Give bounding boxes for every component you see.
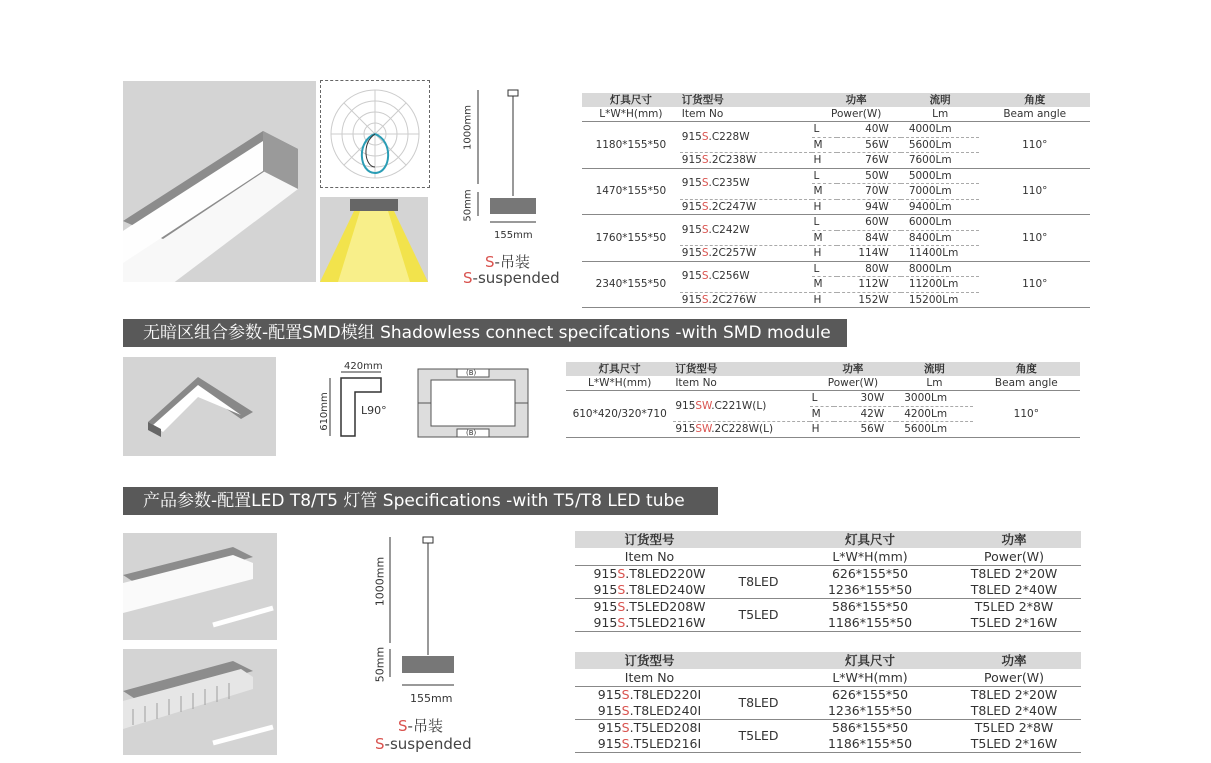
item-cell: [575, 566, 724, 583]
power-cell: T8LED 2*20W: [970, 566, 1058, 581]
item-number: 915SW.2C228W(L): [675, 423, 774, 435]
level-cell: L: [812, 168, 838, 184]
item-cell: [680, 215, 812, 246]
level-cell: M: [812, 137, 838, 153]
size-cell: 586*155*50: [831, 599, 909, 614]
flux-cell: 15200Lm: [901, 292, 980, 308]
th2-flux-en: Lm: [896, 376, 972, 391]
power-cell: T5LED 2*16W: [947, 615, 1081, 632]
th3-type: [724, 531, 793, 548]
level-cell: M: [812, 277, 838, 293]
item-number: 915S.T5LED216W: [593, 615, 706, 630]
power-cell: 76W: [837, 153, 901, 169]
item-cell: [680, 246, 812, 262]
power-cell: T5LED 2*8W: [974, 720, 1054, 735]
size-cell: 1186*155*50: [793, 736, 947, 753]
angle-cell: 110°: [979, 261, 1090, 308]
th4-item-en: Item No: [575, 669, 724, 687]
item-cell: [680, 292, 812, 308]
flux-cell: 6000Lm: [901, 215, 980, 231]
size-cell: 2340*155*50: [582, 261, 680, 308]
table-row: [575, 720, 1081, 737]
polar-diagram: [320, 80, 430, 188]
angle-cell: 110°: [979, 215, 1090, 262]
power-cell: 84W: [837, 230, 901, 246]
th3-power: 功率: [947, 531, 1081, 548]
flux-cell: 11200Lm: [901, 277, 980, 293]
size-cell: 1470*155*50: [582, 168, 680, 215]
th4-power: 功率: [947, 652, 1081, 669]
table-row: [575, 736, 1081, 753]
level-cell: H: [812, 153, 838, 169]
level-cell: M: [812, 230, 838, 246]
th3-size-en: L*W*H(mm): [793, 548, 947, 566]
item-number: 915S.C242W: [681, 223, 750, 236]
corner-width-label: 420mm: [344, 361, 383, 372]
item-number: 915S.T8LED220I: [597, 687, 702, 702]
flux-cell: 8400Lm: [901, 230, 980, 246]
power-cell: 42W: [834, 406, 896, 422]
power-cell: 94W: [837, 199, 901, 215]
item-number: 915S.T8LED240W: [593, 582, 706, 597]
th2-power: 功率: [810, 362, 897, 376]
item-cell: [575, 599, 724, 616]
power-cell: 50W: [837, 168, 901, 184]
th2-size: 灯具尺寸: [566, 362, 673, 376]
louver-lamp-illustration: [123, 649, 277, 755]
power-cell: T5LED 2*16W: [947, 736, 1081, 753]
corner-lamp-illustration: [123, 357, 276, 456]
power-cell: 112W: [837, 277, 901, 293]
table-row: [575, 703, 1081, 720]
item-number: 915S.C228W: [681, 130, 750, 143]
table-row: [575, 687, 1081, 704]
th-size: 灯具尺寸: [582, 93, 680, 107]
level-cell: H: [810, 422, 835, 438]
level-cell: H: [812, 292, 838, 308]
th4-size: 灯具尺寸: [793, 652, 947, 669]
item-number: 915S.2C247W: [681, 200, 757, 213]
frame-drawing: [417, 368, 529, 438]
item-number: 915S.2C257W: [681, 247, 757, 259]
width-label: 155mm: [494, 230, 533, 241]
item-cell: [673, 391, 809, 422]
level-cell: L: [812, 215, 838, 231]
flux-cell: 3000Lm: [896, 391, 972, 407]
th2-size-en: L*W*H(mm): [566, 376, 673, 391]
size-cell: 1760*155*50: [582, 215, 680, 262]
power-cell: T8LED 2*20W: [970, 687, 1058, 702]
item-cell: [575, 703, 724, 720]
size-cell: 626*155*50: [831, 687, 909, 702]
table-row: [582, 168, 1090, 184]
table-row: [582, 261, 1090, 277]
item-cell: [575, 720, 724, 737]
flux-cell: 5000Lm: [901, 168, 980, 184]
th-flux: 流明: [901, 93, 980, 107]
product-photo-linear: [123, 81, 316, 282]
th4-item: 订货型号: [575, 652, 724, 669]
size-cell: 1180*155*50: [582, 122, 680, 169]
product-photo-tube1: [123, 533, 277, 640]
item-cell: [575, 736, 724, 753]
table-row: [582, 215, 1090, 231]
th4-type: [724, 652, 793, 669]
corner-height-label: 610mm: [318, 392, 330, 431]
power-cell: 30W: [834, 391, 896, 407]
th4-size-en: L*W*H(mm): [793, 669, 947, 687]
size-cell: 586*155*50: [831, 720, 909, 735]
suspension-drawing-tube: [372, 535, 472, 710]
tube-type-cell: T8LED: [724, 687, 793, 720]
product-photo-corner: [123, 357, 276, 456]
angle-cell: 110°: [973, 391, 1080, 438]
flux-cell: 7000Lm: [901, 184, 980, 200]
height-short-label: 50mm: [462, 189, 474, 222]
item-number: 915S.T5LED208I: [597, 720, 702, 735]
item-number: 915S.2C276W: [681, 293, 757, 306]
power-cell: 56W: [834, 422, 896, 438]
light-beam-icon: [320, 197, 428, 282]
th-size-en: L*W*H(mm): [582, 107, 680, 122]
table-row: [582, 122, 1090, 138]
flux-cell: 4000Lm: [901, 122, 980, 138]
item-cell: [680, 261, 812, 292]
flux-cell: 7600Lm: [901, 153, 980, 169]
power-cell: T8LED 2*40W: [947, 703, 1081, 720]
level-cell: L: [810, 391, 835, 407]
section-title-shadowless: 无暗区组合参数-配置SMD模组 Shadowless connect specifcations -with SMD module: [123, 319, 847, 347]
height-long-label: 1000mm: [462, 105, 474, 150]
th4-power-en: Power(W): [947, 669, 1081, 687]
tube-mount-en: S-suspended: [375, 735, 472, 753]
linear-lamp-illustration: [123, 81, 316, 282]
level-cell: L: [812, 261, 838, 277]
item-number: 915S.T5LED208W: [593, 599, 706, 614]
size-cell: 1186*155*50: [793, 615, 947, 632]
tube-type-cell: T5LED: [724, 599, 793, 632]
frame-b-top: (B): [466, 369, 477, 377]
item-number: 915S.C256W: [681, 270, 750, 283]
tube-spec-table-1: [575, 531, 1081, 632]
item-cell: [575, 582, 724, 599]
level-cell: M: [812, 184, 838, 200]
flux-cell: 5600Lm: [896, 422, 972, 438]
th-item-en: Item No: [680, 107, 812, 122]
table-row: [575, 582, 1081, 599]
tube-type-cell: T5LED: [724, 720, 793, 753]
item-cell: [575, 687, 724, 704]
power-cell: T5LED 2*8W: [974, 599, 1054, 614]
tube-lamp-illustration: [123, 533, 277, 640]
power-cell: 56W: [837, 137, 901, 153]
flux-cell: 11400Lm: [901, 246, 980, 262]
power-cell: 40W: [837, 122, 901, 138]
product-photo-tube2: [123, 649, 277, 755]
th3-size: 灯具尺寸: [793, 531, 947, 548]
power-cell: 60W: [837, 215, 901, 231]
item-number: 915S.2C238W: [681, 154, 757, 166]
beam-illustration: [320, 197, 428, 282]
angle-cell: 110°: [979, 122, 1090, 169]
tube-height-short: 50mm: [373, 646, 387, 683]
th-flux-en: Lm: [901, 107, 980, 122]
shadowless-spec-table: [566, 362, 1080, 438]
th3-power-en: Power(W): [947, 548, 1081, 566]
th-power-en: Power(W): [812, 107, 901, 122]
item-number: 915S.T5LED216I: [597, 736, 702, 751]
mount-cn: S-吊装: [485, 253, 530, 271]
tube-type-cell: T8LED: [724, 566, 793, 599]
tube-spec-table-2: [575, 652, 1081, 753]
tube-height-long: 1000mm: [373, 556, 387, 607]
th2-angle-en: Beam angle: [973, 376, 1080, 391]
tube-width-label: 155mm: [410, 692, 453, 705]
th2-flux: 流明: [896, 362, 972, 376]
flux-cell: 5600Lm: [901, 137, 980, 153]
level-cell: L: [812, 122, 838, 138]
table-row: [566, 391, 1080, 407]
th2-power-en: Power(W): [810, 376, 897, 391]
level-cell: H: [812, 199, 838, 215]
top-spec-table: [582, 93, 1090, 308]
polar-chart-icon: [321, 81, 429, 187]
th-angle-en: Beam angle: [979, 107, 1090, 122]
power-cell: 80W: [837, 261, 901, 277]
size-cell: 1236*155*50: [793, 582, 947, 599]
item-number: 915S.T8LED220W: [593, 566, 706, 581]
size-cell: 610*420/320*710: [566, 391, 673, 438]
flux-cell: 4200Lm: [896, 406, 972, 422]
table-row: [575, 615, 1081, 632]
tube-mount-cn: S-吊装: [398, 717, 443, 735]
th3-item: 订货型号: [575, 531, 724, 548]
th-power: 功率: [812, 93, 901, 107]
item-cell: [673, 422, 809, 438]
power-cell: 152W: [837, 292, 901, 308]
corner-angle-label: L90°: [361, 404, 387, 417]
item-number: 915S.C235W: [681, 177, 750, 190]
th-angle: 角度: [979, 93, 1090, 107]
power-cell: 70W: [837, 184, 901, 200]
th2-angle: 角度: [973, 362, 1080, 376]
mount-en: S-suspended: [463, 269, 560, 287]
th3-type-en: [724, 548, 793, 566]
power-cell: 114W: [837, 246, 901, 262]
th4-type-en: [724, 669, 793, 687]
item-cell: [680, 122, 812, 153]
flux-cell: 8000Lm: [901, 261, 980, 277]
item-cell: [680, 199, 812, 215]
level-cell: H: [812, 246, 838, 262]
size-cell: 1236*155*50: [793, 703, 947, 720]
th2-item-en: Item No: [673, 376, 809, 391]
frame-b-bottom: (B): [466, 429, 477, 437]
th-item: 订货型号: [680, 93, 812, 107]
th3-item-en: Item No: [575, 548, 724, 566]
item-cell: [575, 615, 724, 632]
section-title-tube: 产品参数-配置LED T8/T5 灯管 Specifications -with T5/T8 LED tube: [123, 487, 718, 515]
item-cell: [680, 153, 812, 169]
th2-item: 订货型号: [673, 362, 809, 376]
size-cell: 626*155*50: [831, 566, 909, 581]
table-row: [575, 566, 1081, 583]
flux-cell: 9400Lm: [901, 199, 980, 215]
power-cell: T8LED 2*40W: [947, 582, 1081, 599]
item-cell: [680, 168, 812, 199]
level-cell: M: [810, 406, 835, 422]
item-number: 915S.T8LED240I: [597, 703, 702, 718]
table-row: [575, 599, 1081, 616]
angle-cell: 110°: [979, 168, 1090, 215]
item-number: 915SW.C221W(L): [675, 399, 767, 412]
